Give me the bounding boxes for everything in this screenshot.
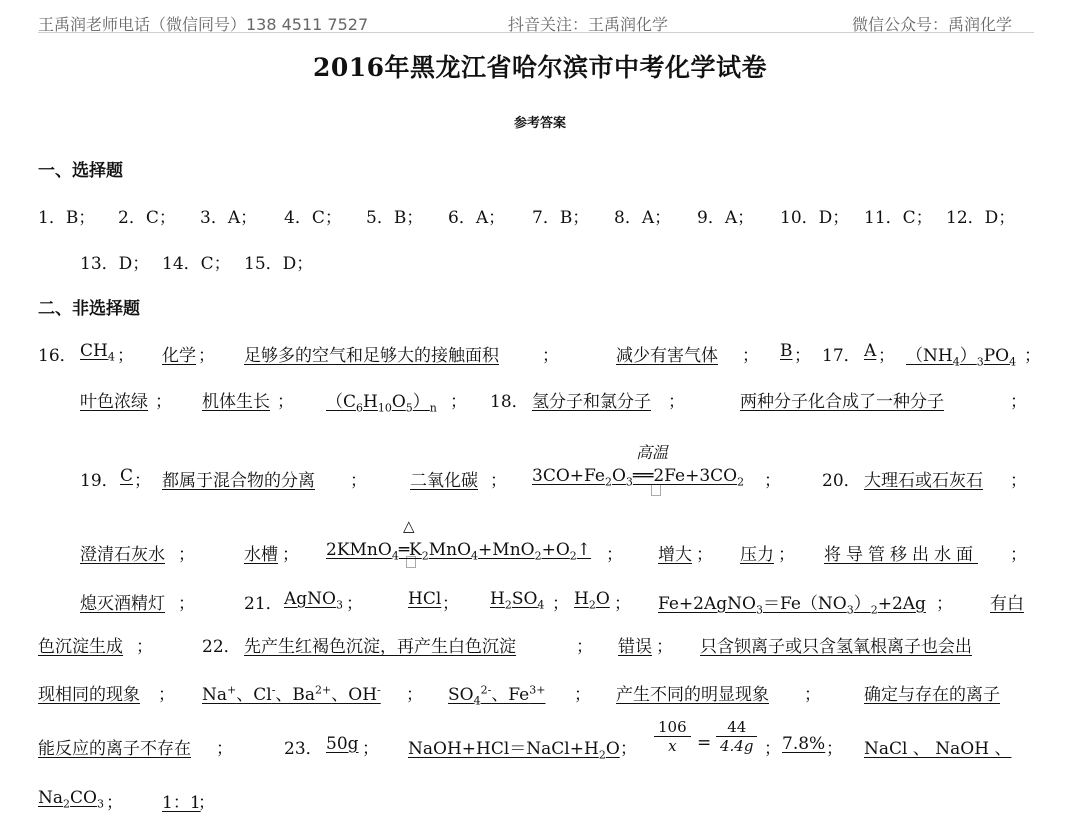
answer-line-2: 叶色浓绿 ； 机体生长 ； $(C_6H_{10}O_5)_n$ ； 18． 氢分子和氯分子 ； 两种分子化合成了一种分子 ；	[80, 392, 1027, 415]
answer-1: 1．B；	[38, 208, 96, 228]
choice-answers-row-1	[0, 203, 1080, 235]
header-divider	[38, 32, 1034, 33]
page-header	[0, 8, 1080, 38]
answer-line-3: 19． C ； 都属于混合物的分离 ； 二氧化碳 ； $3CO+Fe_2O_3══2Fe+3CO_2$ ； 20． 大理石或石灰石 ；	[80, 466, 1027, 491]
ratio-fraction-left: $\frac{106}{x}$	[654, 718, 691, 755]
section-choice-heading: 一、选择题	[38, 161, 123, 181]
answer-12: 12．D；	[946, 208, 1016, 228]
answer-2: 2．C；	[118, 208, 176, 228]
answer-line-1: 16． $CH_4$ ； 化学 ； 足够多的空气和足够大的接触面积 ； 减少有害气体 ； B ； 17． A ； $(NH_4)_3PO_4$ ；	[38, 341, 1041, 369]
answer-4: 4．C；	[284, 208, 342, 228]
page-subtitle: 参考答案	[513, 116, 566, 131]
answer-line-6: 色沉淀生成 ； 22． 先产生红褐色沉淀，再产生白色沉淀 ； 错误 ； 只含钡离子或只含氢氧根离子也会出	[38, 637, 972, 657]
condition-heat: △	[403, 517, 415, 535]
answer-line-7: 现相同的现象 ； Na+、Cl-、$Ba^{2+}$、OH- ； $SO_4^{2-}$、$Fe^{3+}$ ； 产生不同的明显现象 ； 确定与存在的离子	[38, 683, 1000, 708]
answer-14: 14．C；	[162, 254, 231, 274]
answer-13: 13．D；	[80, 254, 150, 274]
choice-answers-row-2	[0, 249, 1080, 281]
answer-8: 8．A；	[614, 208, 672, 228]
ratio-fraction-right: $\frac{44}{4.4g}$	[716, 718, 757, 755]
header-phone: 王禹润老师电话（微信同号）138 4511 7527	[38, 15, 369, 34]
section-nonchoice-heading: 二、非选择题	[38, 299, 140, 319]
answer-3: 3．A；	[200, 208, 258, 228]
condition-high-temperature: 高温	[636, 443, 669, 462]
answer-6: 6．A；	[448, 208, 506, 228]
answer-line-8: 能反应的离子不存在 ； 23． 50g ； $NaOH+HCl=NaCl+H_2O$ ； ； 7.8% ； NaCl 、 NaOH 、	[38, 734, 1012, 762]
answer-5: 5．B；	[366, 208, 424, 228]
header-douyin: 抖音关注：王禹润化学	[508, 15, 669, 34]
answer-11: 11．C；	[864, 208, 933, 228]
answer-15: 15．D；	[244, 254, 314, 274]
answer-7: 7．B；	[532, 208, 590, 228]
answer-line-5: 熄灭酒精灯 ； 21． AgNO$_3$ ； HCl ； $H_2SO_4$ ； $H_2O$ ； $Fe+2AgNO_3=Fe(NO_3)_2+2Ag$ ； 有白	[80, 589, 1024, 617]
ratio-equals: =	[697, 733, 712, 753]
page-title: 2016年黑龙江省哈尔滨市中考化学试卷	[312, 53, 768, 82]
answer-line-9: $Na_2CO_3$ ； 1：1 ；	[38, 788, 215, 813]
answer-9: 9．A；	[697, 208, 755, 228]
header-wechat: 微信公众号：禹润化学	[852, 15, 1013, 34]
answer-10: 10．D；	[780, 208, 850, 228]
answer-line-4: 澄清石灰水 ； 水槽 ； $2KMnO_4═K_2MnO_4+MnO_2+O_2↑$ ； 增大 ； 压力 ； 将导管移出水面 ；	[80, 540, 1027, 565]
